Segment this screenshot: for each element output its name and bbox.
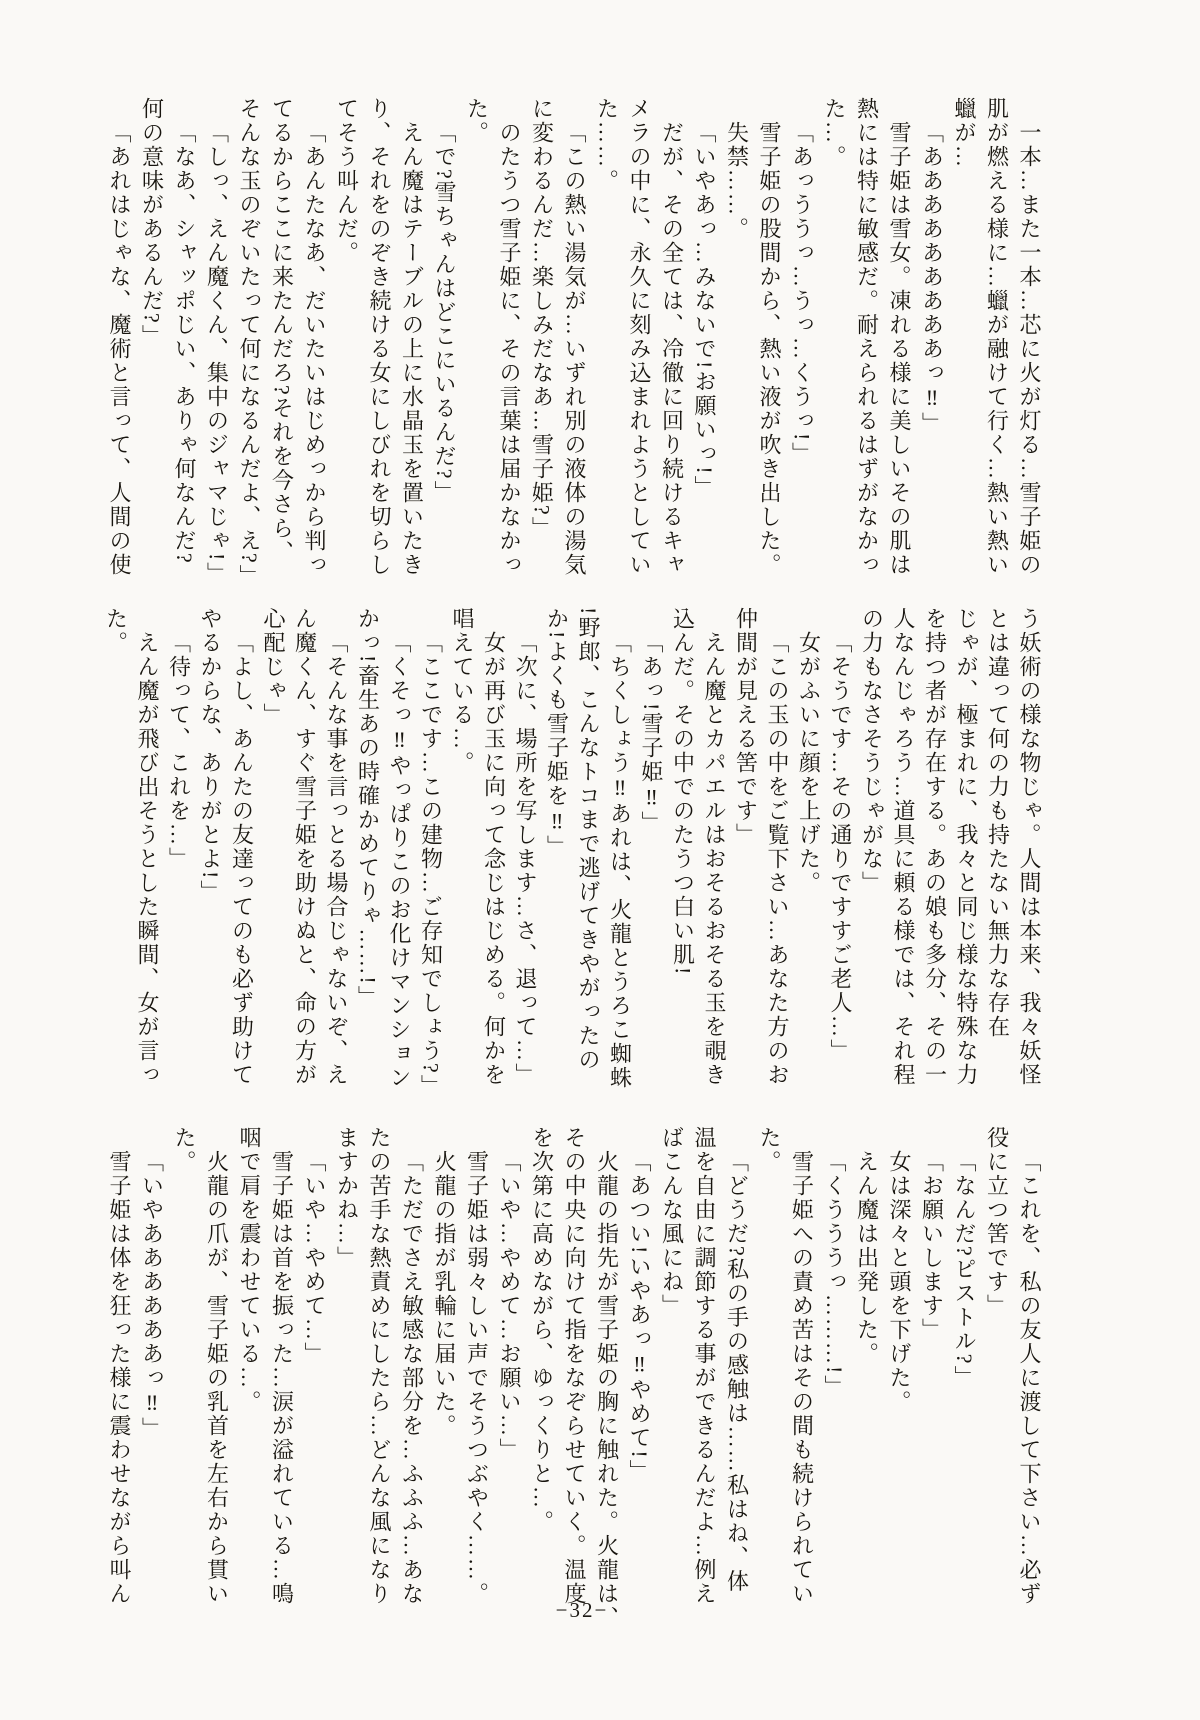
text-column: メラの中に、永久に刻み込まれようとしてい [627,97,652,577]
text-column: 「そんな事を言っとる場合じゃないぞ、え [324,631,349,1087]
text-column: えん魔とカパエルはおそるおそる玉を覗き [702,631,727,1087]
text-column: 「そうです…その通りですすご老人…」 [828,631,853,1063]
text-column: り、それをのぞき続ける女にしびれを切らし [367,97,392,577]
text-column: 「これを、私の友人に渡して下さい…必ず [1017,1150,1042,1606]
text-column: 「この熱い湯気が…いずれ別の液体の湯気 [562,121,587,577]
text-band-middle [100,607,1045,1147]
text-column: 女が再び玉に向って念じはじめる。何かを [481,631,507,1087]
text-column: た。 [103,607,129,655]
text-column: 「待って、これを…」 [166,631,192,871]
text-column: 「なんだ?ピストル?」 [952,1150,977,1390]
text-band-top [100,97,1045,637]
text-column: とは違って何の力も持たない無力な存在 [985,607,1011,1039]
text-column: 「ただでさえ敏感な部分を…ふふふ…あな [399,1150,425,1606]
text-column: 「くそっ‼やっぱりこのお化けマンション [387,631,412,1090]
text-column: 「どうだ?私の手の感触は……私はね、体 [724,1150,750,1594]
text-column: 「よし、あんたの友達ってのも必ず助けて [229,631,255,1087]
text-column: 役に立つ筈です」 [984,1126,1010,1318]
text-column: のたうつ雪子姫に、その言葉は届かなかっ [497,121,522,577]
text-column: えん魔は出発した。 [854,1150,880,1366]
text-column: ん魔くん、すぐ雪子姫を助けぬと、命の方が [292,607,318,1087]
text-column: その中央に向けて指をなぞらせていく。温度 [562,1126,587,1606]
text-column: だが、その全ては、冷徹に回り続けるキャ [659,121,685,577]
text-column: えん魔はテーブルの上に水晶玉を置いたき [399,121,425,577]
text-column: 雪子姫は首を振った…涙が溢れている…鳴 [269,1150,295,1606]
text-column: 「で?雪ちゃんはどこにいるんだ?」 [432,121,457,505]
text-column: てるからここに来たんだろ?それを今さら、 [269,97,295,565]
text-column: 「いや…やめて…お願い…」 [497,1150,522,1462]
text-column: 「次に、場所を写します…さ、退って…」 [513,631,538,1087]
text-column: 込んだ。その中でのたうつ白い肌! [670,607,696,977]
text-column: そんな玉のぞいたって何になるんだよ、え?」 [237,97,262,589]
text-column: ますかね…」 [334,1126,360,1270]
text-column: 女がふいに顔を上げた。 [796,631,822,895]
text-column: 「なあ、シャッポじい、ありゃ何なんだ? [172,121,197,565]
text-band-bottom [100,1126,1045,1666]
text-column: 一本…また一本…芯に火が灯る…雪子姫の [1017,121,1042,577]
text-column: 咽で肩を震わせている…。 [237,1126,262,1414]
text-column: 「いや…やめて…」 [302,1150,327,1366]
text-column: 何の意味があるんだ?」 [139,97,165,349]
text-column: を次第に高めながら、ゆっくりと…。 [529,1126,555,1534]
text-column: 肌が燃える様に…蠟が融けて行く…熱い熱い [984,97,1010,577]
text-column: 雪子姫は雪女。凍れる様に美しいその肌は [887,121,912,577]
text-column: やるからな、ありがとよ!」 [198,607,223,905]
text-column: た……。 [594,97,620,193]
text-column: 「お願いします」 [919,1150,945,1342]
text-column: た…。 [822,97,847,169]
text-column: 「あああああああああっ‼」 [919,121,945,436]
text-column: 「あんたなあ、だいたいはじめっから判っ [302,121,327,577]
text-column: たの苦手な熱責めにしたら…どんな風になり [367,1126,392,1606]
text-column: た。 [757,1126,782,1174]
text-column: 火龍の指先が雪子姫の胸に触れた。火龍は、 [594,1150,620,1630]
text-column: 「しっ、えん魔くん、集中のジャマじゃ!」 [204,121,230,587]
text-column: 火龍の指が乳輪に届いた。 [432,1150,457,1438]
text-column: てそう叫んだ。 [334,97,360,265]
text-column: 仲間が見える筈です」 [733,607,759,847]
text-column: 雪子姫の股間から、熱い液が吹き出した。 [757,121,782,577]
text-column: 「あつい!いやあっ‼やめて!」 [627,1150,652,1484]
text-column: の力もなさそうじゃがな」 [859,607,885,895]
text-column: !野郎、こんなトコまで逃げてきやがったの [576,607,601,1073]
text-column: 「あっううっ…うっ…くうっ!」 [789,121,815,467]
text-column: 「あれはじゃな、魔術と言って、人間の使 [107,121,132,577]
text-column: 温を自由に調節する事ができるんだよ…例え [692,1126,717,1606]
text-column: 「いやああああああっ‼」 [139,1150,165,1441]
text-column: じゃが、極まれに、我々と同じ様な特殊な力 [954,607,979,1087]
text-column: に変わるんだ…楽しみだなあ…雪子姫?」 [529,97,555,541]
text-column: 失禁……。 [724,121,750,241]
text-column: 心配じゃ」 [261,607,286,727]
text-column: かっ!畜生あの時確かめてりゃ……!」 [355,607,381,1010]
text-column: た。 [172,1126,197,1174]
text-column: 「いやあっ…みないで!お願いっ!」 [692,121,717,500]
text-column: えん魔が飛び出そうとした瞬間、女が言っ [135,631,160,1087]
text-column: う妖術の様な物じゃ。人間は本来、我々妖怪 [1017,607,1042,1087]
text-column: 雪子姫は弱々しい声でそうつぶやく……。 [464,1150,490,1606]
text-column: 「くうううっ………!」 [822,1150,847,1400]
text-column: 女は深々と頭を下げた。 [887,1150,912,1414]
text-column: 熱には特に敏感だ。耐えられるはずがなかっ [854,97,880,577]
text-column: 「ここです…この建物…ご存知でしょう?」 [418,631,444,1099]
text-column: 蠟が… [952,97,977,169]
text-column: 「あっ!雪子姫‼」 [639,631,664,836]
text-column: 雪子姫への責め苦はその間も続けられてい [789,1150,815,1606]
text-column: 火龍の爪が、雪子姫の乳首を左右から貫い [204,1150,230,1606]
text-column: 「ちくしょう‼あれは、火龍とうろこ蜘蛛 [607,631,633,1090]
text-column: 雪子姫は体を狂った様に震わせながら叫ん [107,1150,132,1606]
text-column: 唱えている…。 [450,607,475,775]
text-column: か!よくも雪子姫を‼」 [544,607,570,860]
text-column: 人なんじゃろう…道具に頼る様では、それ程 [891,607,916,1087]
text-column: ばこんな風にね」 [659,1126,685,1318]
text-column: を持つ者が存在する。あの娘も多分、その一 [922,607,948,1087]
page-number: −32− [555,1598,609,1622]
text-column: 「この玉の中をご覧下さい…あなた方のお [765,631,790,1087]
text-column: た。 [464,97,490,145]
